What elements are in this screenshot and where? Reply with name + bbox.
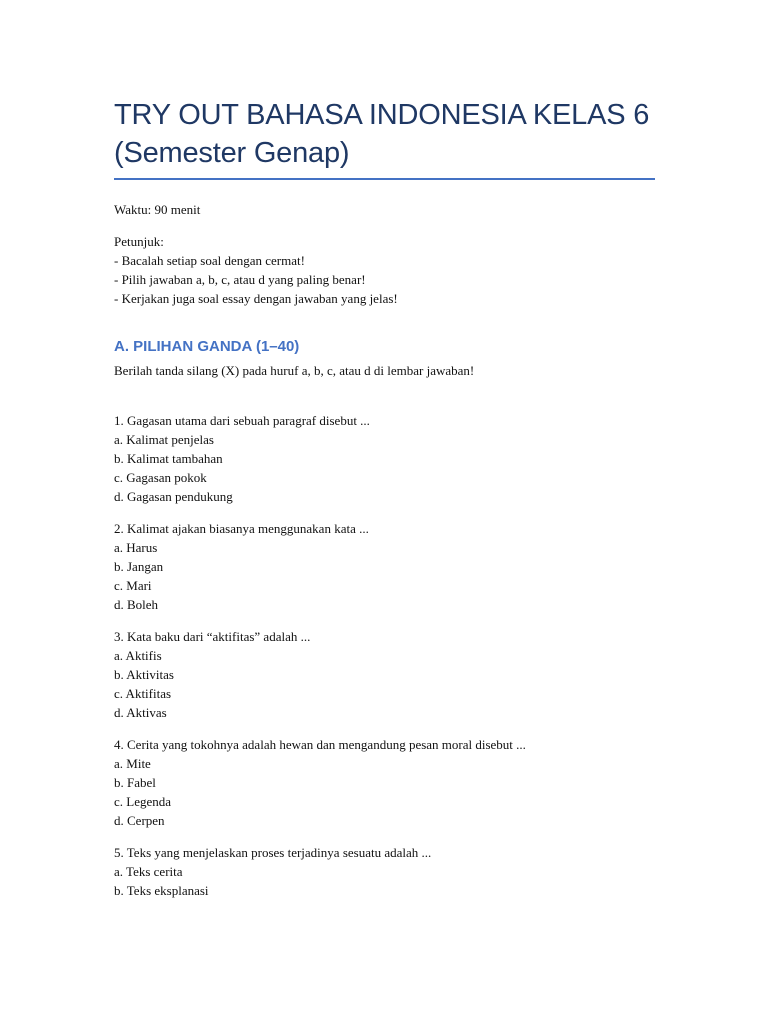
answer-option: d. Boleh xyxy=(114,597,159,612)
question-text: 5. Teks yang menjelaskan proses terjadinya sesuatu adalah ... xyxy=(114,845,432,860)
question-item xyxy=(114,843,655,900)
answer-option: d. Aktivas xyxy=(114,705,167,720)
question-item xyxy=(114,627,655,722)
document-page xyxy=(114,96,655,913)
answer-option: c. Gagasan pokok xyxy=(114,470,207,485)
question-text: 2. Kalimat ajakan biasanya menggunakan kata ... xyxy=(114,521,369,536)
answer-option: c. Legenda xyxy=(114,794,172,809)
question-text: 1. Gagasan utama dari sebuah paragraf disebut ... xyxy=(114,413,370,428)
answer-option: b. Aktivitas xyxy=(114,667,174,682)
question-item xyxy=(114,411,655,506)
instruction-item: - Pilih jawaban a, b, c, atau d yang paling benar! xyxy=(114,272,366,287)
answer-option: d. Cerpen xyxy=(114,813,165,828)
answer-option: d. Gagasan pendukung xyxy=(114,489,233,504)
answer-option: b. Jangan xyxy=(114,559,164,574)
section-a-heading: A. PILIHAN GANDA (1–40) xyxy=(114,338,300,355)
section-a-intro: Berilah tanda silang (X) pada huruf a, b, c, atau d di lembar jawaban! xyxy=(114,363,475,378)
instructions-label: Petunjuk: xyxy=(114,234,164,249)
instructions-block xyxy=(114,232,655,308)
time-info: Waktu: 90 menit xyxy=(114,202,201,217)
title-line-1: TRY OUT BAHASA INDONESIA KELAS 6 xyxy=(114,99,650,131)
instruction-item: - Bacalah setiap soal dengan cermat! xyxy=(114,253,305,268)
answer-option: b. Kalimat tambahan xyxy=(114,451,223,466)
answer-option: a. Teks cerita xyxy=(114,864,183,879)
question-item xyxy=(114,519,655,614)
question-item xyxy=(114,735,655,830)
answer-option: c. Mari xyxy=(114,578,152,593)
answer-option: c. Aktifitas xyxy=(114,686,172,701)
instruction-item: - Kerjakan juga soal essay dengan jawaban yang jelas! xyxy=(114,291,398,306)
answer-option: a. Aktifis xyxy=(114,648,162,663)
answer-option: b. Fabel xyxy=(114,775,156,790)
document-title xyxy=(114,96,655,180)
answer-option: a. Mite xyxy=(114,756,151,771)
title-line-2: (Semester Genap) xyxy=(114,137,350,169)
question-text: 3. Kata baku dari “aktifitas” adalah ... xyxy=(114,629,311,644)
question-list xyxy=(114,411,655,900)
answer-option: a. Kalimat penjelas xyxy=(114,432,214,447)
question-text: 4. Cerita yang tokohnya adalah hewan dan mengandung pesan moral disebut ... xyxy=(114,737,526,752)
answer-option: a. Harus xyxy=(114,540,158,555)
answer-option: b. Teks eksplanasi xyxy=(114,883,209,898)
